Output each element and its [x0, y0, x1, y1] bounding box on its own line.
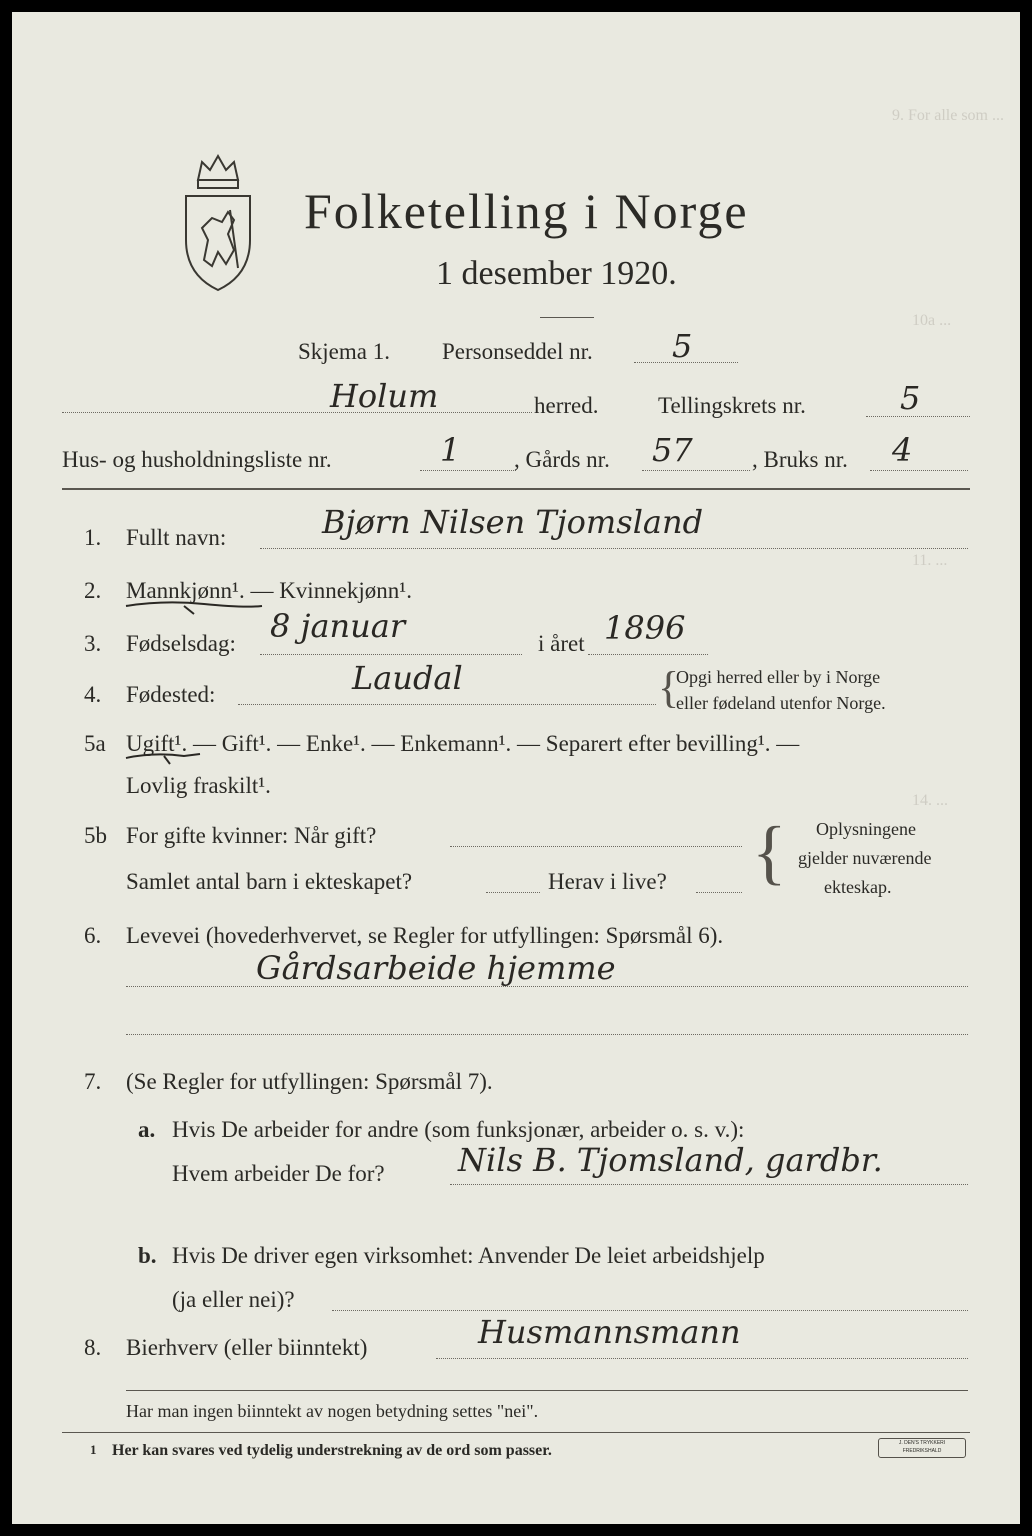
q3-year-line: [588, 654, 708, 655]
q1-number: 1.: [84, 525, 102, 550]
bleed-through-text: 9. For alle som ...: [892, 107, 1004, 124]
norwegian-coat-of-arms-icon: [178, 140, 258, 300]
q1-line: [260, 548, 968, 549]
q5b-line2b: Herav i live?: [548, 869, 667, 894]
q6-number: 6.: [84, 923, 102, 948]
q3-number: 3.: [84, 631, 102, 656]
gards-line: [642, 470, 750, 471]
q5a-options-line2: Lovlig fraskilt¹.: [126, 773, 271, 798]
q4-note-line2: eller fødeland utenfor Norge.: [676, 693, 886, 713]
census-form: [12, 12, 1020, 1524]
herred-value: Holum: [330, 377, 439, 415]
q8-number: 8.: [84, 1335, 102, 1360]
q3-value: 8 januar: [270, 607, 406, 645]
skjema-label: Skjema 1.: [298, 339, 390, 364]
husliste-line: [420, 470, 516, 471]
husliste-value: 1: [440, 431, 461, 469]
tellingskrets-value: 5: [900, 379, 921, 417]
q5b-children-line: [486, 892, 540, 893]
bruks-label: , Bruks nr.: [752, 447, 848, 472]
q5b-married-line: [450, 846, 742, 847]
q7a-line2: Hvem arbeider De for?: [172, 1161, 385, 1186]
bleed-through-text: 14. ...: [912, 792, 948, 809]
q4-label: Fødested:: [126, 682, 216, 707]
husliste-label: Hus- og husholdningsliste nr.: [62, 447, 332, 472]
q3-year-label: i året: [538, 631, 585, 656]
q4-number: 4.: [84, 682, 102, 707]
section-rule: [62, 488, 970, 490]
q1-label: Fullt navn:: [126, 525, 227, 550]
q2-number: 2.: [84, 578, 102, 603]
q8-value: Husmannsmann: [478, 1313, 741, 1351]
footnote-rule: [62, 1432, 970, 1433]
q6-line1: [126, 986, 968, 987]
q7a-line: [450, 1184, 968, 1185]
census-date: 1 desember 1920.: [436, 255, 677, 292]
q7a-value: Nils B. Tjomsland, gardbr.: [458, 1141, 883, 1179]
tellingskrets-label: Tellingskrets nr.: [658, 393, 806, 418]
q7a-letter: a.: [138, 1117, 156, 1142]
q4-line: [238, 704, 656, 705]
q5b-alive-line: [696, 892, 742, 893]
q7-label: (Se Regler for utfyllingen: Spørsmål 7).: [126, 1069, 493, 1094]
underline-mark: [124, 598, 264, 616]
title-rule: [540, 317, 594, 318]
q5a-number: 5a: [84, 731, 106, 756]
personseddel-label: Personseddel nr.: [442, 339, 593, 364]
personseddel-value: 5: [672, 327, 693, 365]
footer-note: Har man ingen biinntekt av nogen betydning settes "nei".: [126, 1401, 539, 1421]
q4-brace: {: [658, 663, 680, 712]
q7b-line1: Hvis De driver egen virksomhet: Anvender De leiet arbeidshjelp: [172, 1243, 765, 1268]
bleed-through-text: 11. ...: [912, 552, 948, 569]
q6-label: Levevei (hovederhvervet, se Regler for utfyllingen: Spørsmål 6).: [126, 923, 724, 948]
q4-value: Laudal: [352, 659, 463, 697]
herred-label: herred.: [534, 393, 599, 418]
q7b-letter: b.: [138, 1243, 157, 1268]
bleed-through-text: 10a ...: [912, 312, 952, 329]
q7a-line1: Hvis De arbeider for andre (som funksjonær, arbeider o. s. v.):: [172, 1117, 745, 1142]
q7b-line2: (ja eller nei)?: [172, 1287, 295, 1312]
footer-rule: [126, 1390, 968, 1391]
q5b-note-line3: ekteskap.: [824, 877, 892, 897]
q2-options: Mannkjønn¹. — Kvinnekjønn¹.: [126, 578, 412, 603]
q8-label: Bierhverv (eller biinntekt): [126, 1335, 368, 1360]
q5b-note-line1: Oplysningene: [816, 819, 916, 839]
q5b-number: 5b: [84, 823, 107, 848]
q7b-line: [332, 1310, 968, 1311]
q5b-brace: {: [752, 812, 787, 892]
q5b-line1: For gifte kvinner: Når gift?: [126, 823, 377, 848]
printer-stamp: J. DEN'S TRYKKERI FREDRIKSHALD: [878, 1438, 966, 1458]
form-title: Folketelling i Norge: [304, 183, 749, 239]
bruks-value: 4: [892, 431, 913, 469]
q5b-note-line2: gjelder nuværende: [798, 848, 932, 868]
q6-line2: [126, 1034, 968, 1035]
underline-mark: [124, 750, 204, 766]
footnote-mark: 1: [90, 1442, 97, 1457]
gards-value: 57: [652, 431, 693, 469]
q4-note-line1: Opgi herred eller by i Norge: [676, 667, 881, 687]
gards-label: , Gårds nr.: [514, 447, 610, 472]
herred-line: [62, 412, 532, 413]
q5b-line2: Samlet antal barn i ekteskapet?: [126, 869, 413, 894]
q6-value: Gårdsarbeide hjemme: [256, 949, 616, 987]
q8-line: [436, 1358, 968, 1359]
q3-label: Fødselsdag:: [126, 631, 236, 656]
q5a-options: Ugift¹. — Gift¹. — Enke¹. — Enkemann¹. — Separert efter bevilling¹. —: [126, 731, 800, 756]
q1-value: Bjørn Nilsen Tjomsland: [322, 503, 704, 541]
q7-number: 7.: [84, 1069, 102, 1094]
bruks-line: [870, 470, 968, 471]
q3-line: [260, 654, 522, 655]
q3-year-value: 1896: [604, 609, 686, 647]
footnote-text: Her kan svares ved tydelig understrekning av de ord som passer.: [112, 1442, 552, 1459]
